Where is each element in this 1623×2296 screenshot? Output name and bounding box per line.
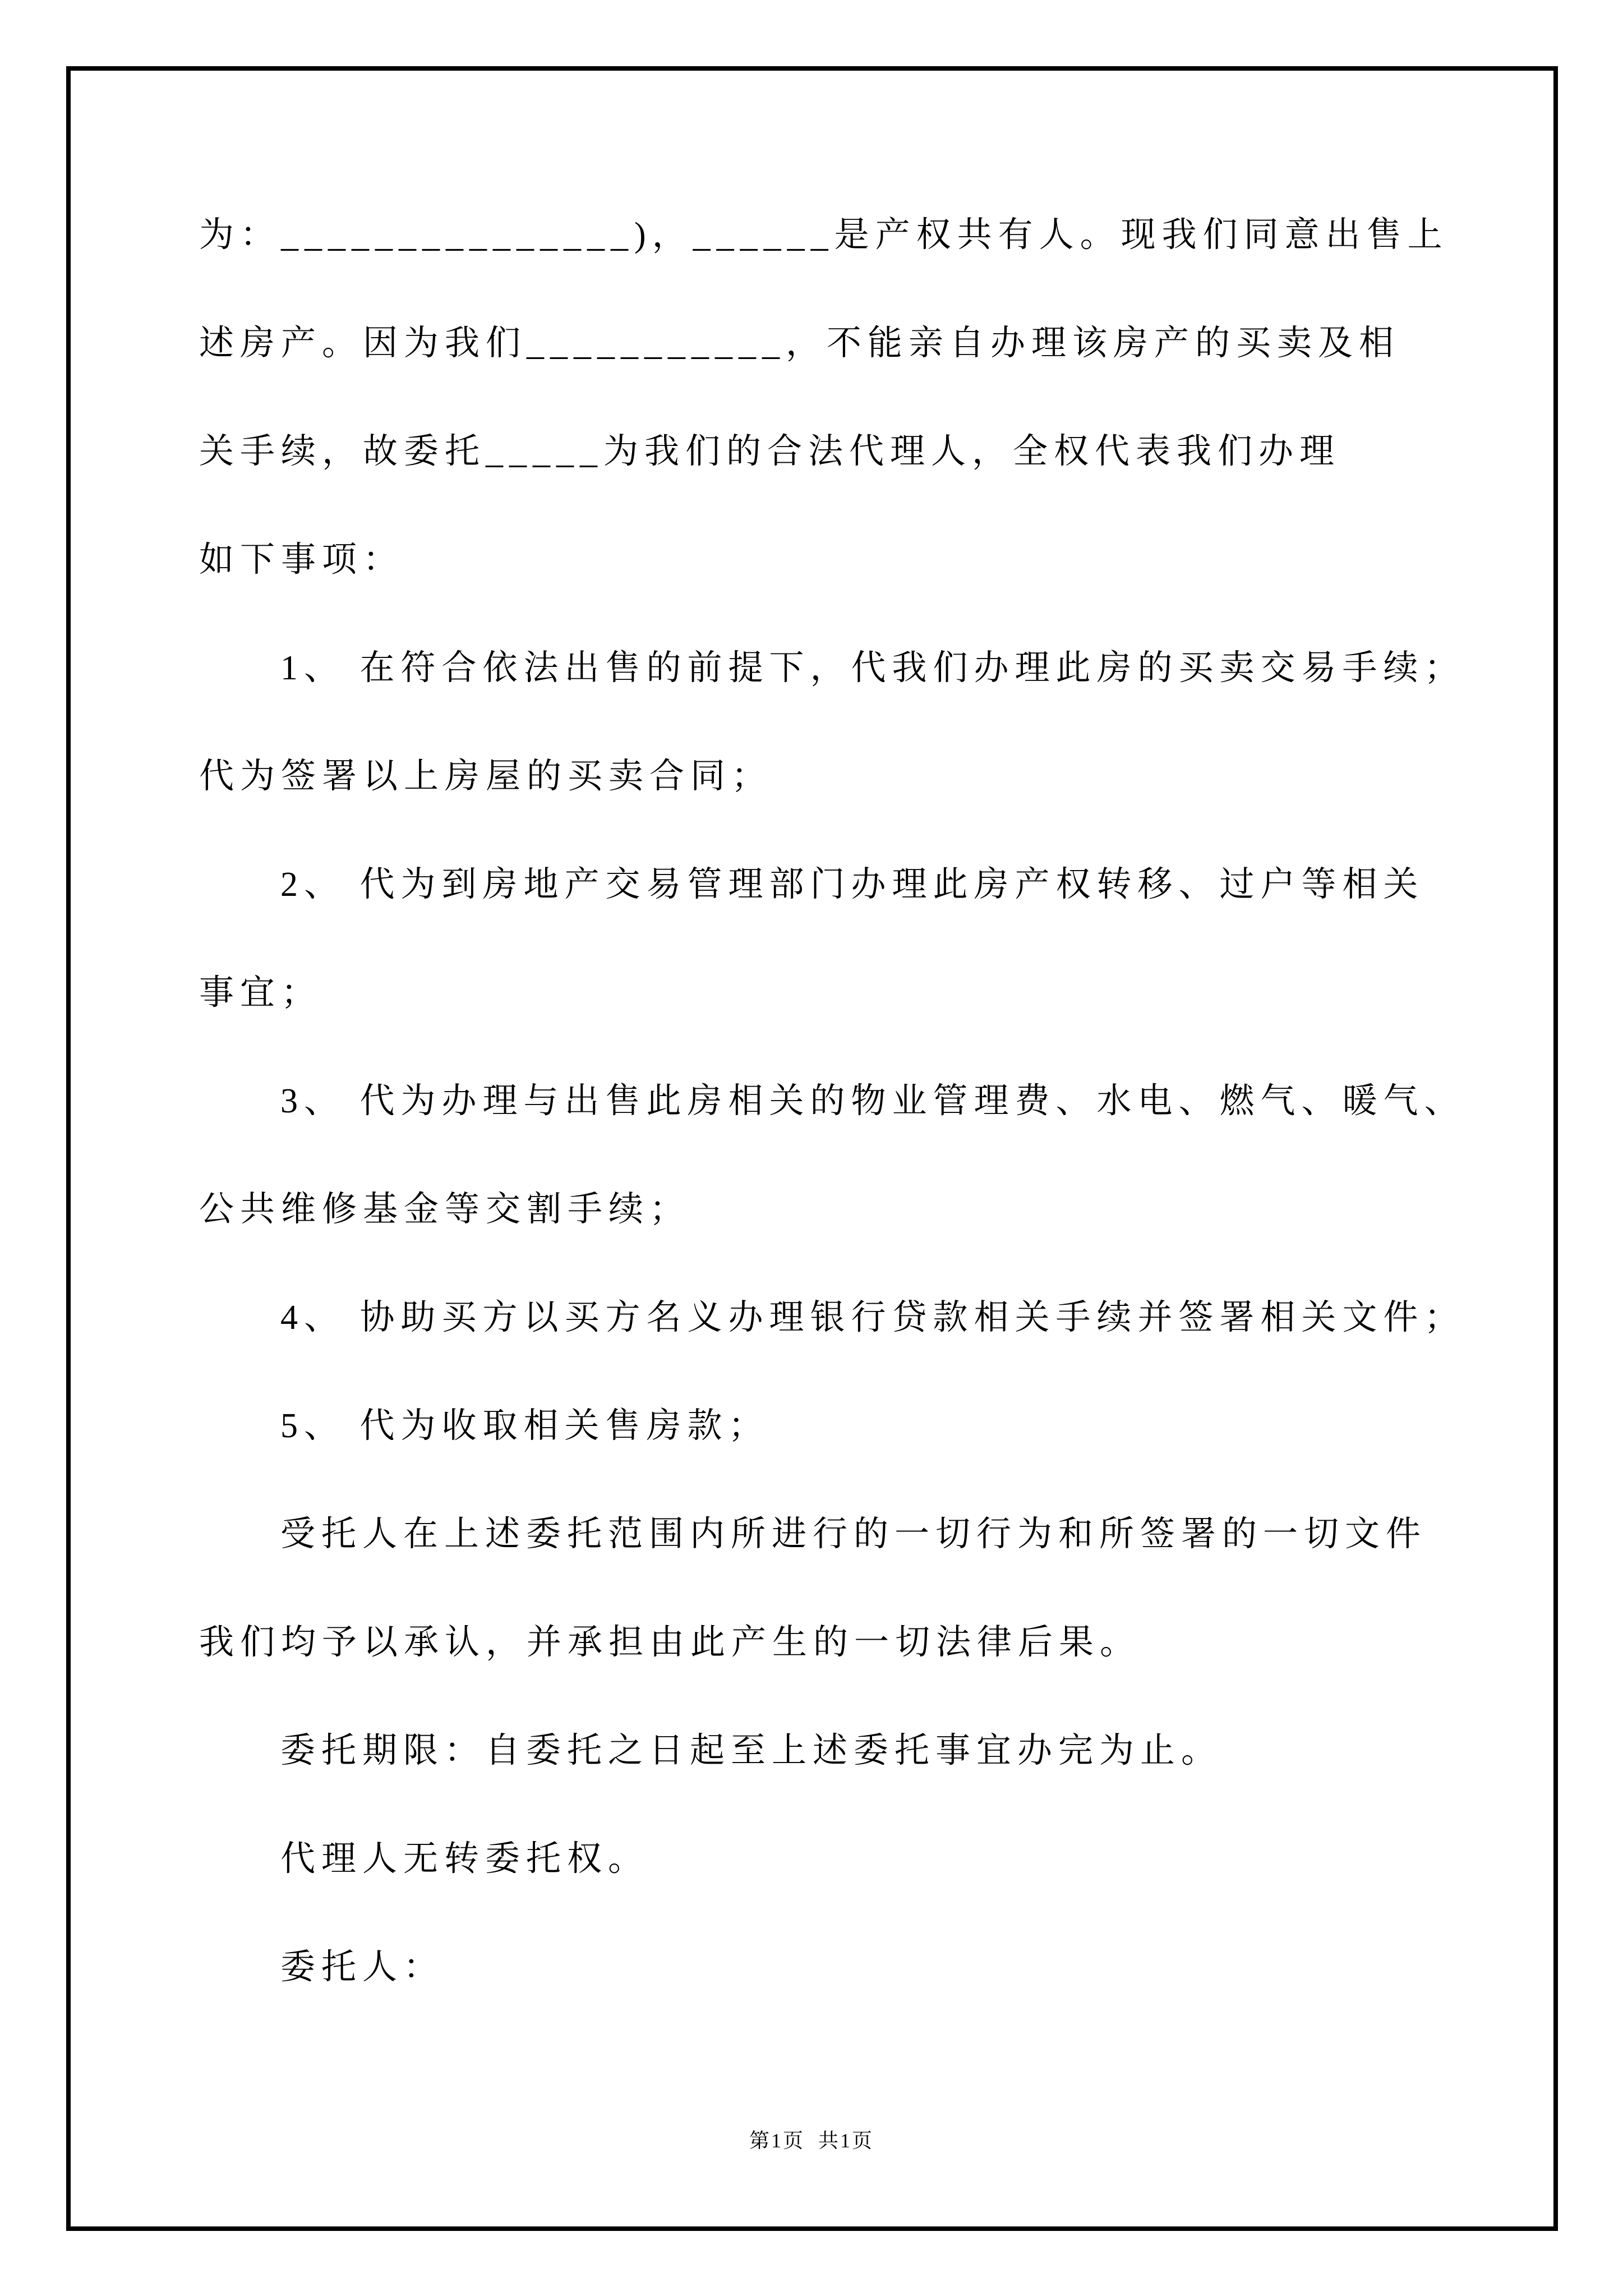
document-line-6: 代为签署以上房屋的买卖合同；: [199, 757, 773, 795]
document-line-1: 为：_______________)，______是产权共有人。现我们同意出售上: [199, 216, 1449, 254]
document-line-7: 2、 代为到房地产交易管理部门办理此房产权转移、过户等相关: [280, 866, 1424, 904]
document-line-4: 如下事项：: [199, 541, 404, 579]
document-line-17: 委托人：: [280, 1948, 445, 1986]
page-footer: 第1页 共1页: [749, 2129, 874, 2152]
document-line-11: 4、 协助买方以买方名义办理银行贷款相关手续并签署相关文件；: [280, 1299, 1465, 1337]
document-line-16: 代理人无转委托权。: [280, 1840, 649, 1878]
document-line-9: 3、 代为办理与出售此房相关的物业管理费、水电、燃气、暖气、: [280, 1082, 1465, 1120]
document-line-8: 事宜；: [199, 974, 322, 1012]
document-line-15: 委托期限：自委托之日起至上述委托事宜办完为止。: [280, 1732, 1223, 1770]
document-line-10: 公共维修基金等交割手续；: [199, 1190, 691, 1228]
document-line-3: 关手续，故委托_____为我们的合法代理人，全权代表我们办理: [199, 432, 1341, 471]
document-line-5: 1、 在符合依法出售的前提下，代我们办理此房的买卖交易手续；: [280, 649, 1465, 687]
document-content: [199, 181, 1478, 2022]
document-line-14: 我们均予以承认，并承担由此产生的一切法律后果。: [199, 1623, 1141, 1662]
document-line-13: 受托人在上述委托范围内所进行的一切行为和所签署的一切文件: [280, 1515, 1427, 1553]
document-line-12: 5、 代为收取相关售房款；: [280, 1407, 769, 1445]
document-line-2: 述房产。因为我们___________，不能亲自办理该房产的买卖及相: [199, 324, 1400, 362]
